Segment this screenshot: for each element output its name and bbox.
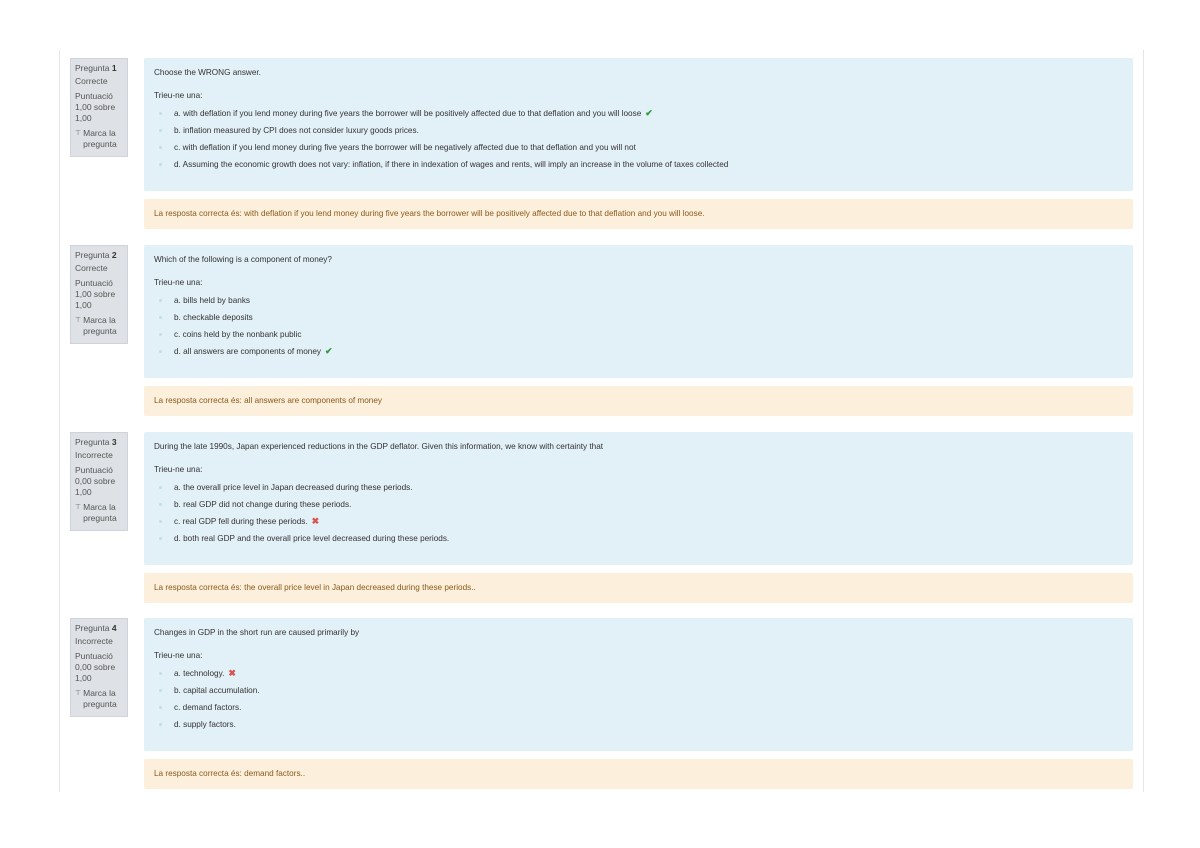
radio-button[interactable] xyxy=(159,672,162,675)
flag-icon: ⊤ xyxy=(75,317,82,324)
radio-button[interactable] xyxy=(159,723,162,726)
question-state: Correcte xyxy=(75,76,108,86)
answer-option[interactable] xyxy=(154,105,1123,122)
question-info xyxy=(70,432,128,531)
option-text: c. real GDP fell during these periods. xyxy=(174,517,308,526)
flag-question-link[interactable] xyxy=(75,128,127,150)
question-number: 3 xyxy=(111,437,117,447)
answer-option[interactable] xyxy=(154,139,1123,156)
question-grade: Puntuació 1,00 sobre 1,00 xyxy=(75,278,116,310)
radio-button[interactable] xyxy=(159,112,162,115)
option-text: a. bills held by banks xyxy=(174,296,251,305)
right-answer-feedback: La resposta correcta és: demand factors.. xyxy=(144,759,1133,789)
option-text: a. technology. xyxy=(174,669,225,678)
answer-option[interactable] xyxy=(154,122,1123,139)
question-state: Incorrecte xyxy=(75,450,113,460)
option-text: d. Assuming the economic growth does not vary: inflation, if there in indexation of wages and rents, will imply an increase in the volume of taxes collected xyxy=(174,160,729,169)
radio-button[interactable] xyxy=(159,299,162,302)
question-info xyxy=(70,618,128,717)
flag-icon: ⊤ xyxy=(75,690,82,697)
question-number: 2 xyxy=(111,250,117,260)
question-state: Incorrecte xyxy=(75,636,113,646)
radio-button[interactable] xyxy=(159,333,162,336)
answer-option[interactable] xyxy=(154,326,1123,343)
flag-question-link[interactable] xyxy=(75,502,127,524)
flag-label: Marca la pregunta xyxy=(83,688,117,709)
flag-icon: ⊤ xyxy=(75,130,82,137)
question-state: Correcte xyxy=(75,263,108,273)
question-number: 1 xyxy=(111,63,117,73)
question-text: Changes in GDP in the short run are caused primarily by xyxy=(154,628,360,637)
answer-option[interactable] xyxy=(154,716,1123,733)
right-answer-feedback: La resposta correcta és: the overall price level in Japan decreased during these periods.. xyxy=(144,573,1133,603)
answer-option[interactable] xyxy=(154,682,1123,699)
answer-option[interactable] xyxy=(154,343,1123,360)
option-text: b. real GDP did not change during these periods. xyxy=(174,500,352,509)
option-text: b. inflation measured by CPI does not consider luxury goods prices. xyxy=(174,126,419,135)
quiz-review-page xyxy=(59,50,1144,792)
question-formulation xyxy=(144,432,1133,565)
radio-button[interactable] xyxy=(159,486,162,489)
radio-button[interactable] xyxy=(159,316,162,319)
answer-prompt: Trieu-ne una: xyxy=(154,465,203,474)
radio-button[interactable] xyxy=(159,146,162,149)
radio-button[interactable] xyxy=(159,689,162,692)
answer-option[interactable] xyxy=(154,309,1123,326)
question-info xyxy=(70,58,128,157)
option-text: b. capital accumulation. xyxy=(174,686,260,695)
option-text: c. demand factors. xyxy=(174,703,242,712)
question-text: Which of the following is a component of money? xyxy=(154,255,332,264)
answer-option[interactable] xyxy=(154,530,1123,547)
radio-button[interactable] xyxy=(159,163,162,166)
question-number: 4 xyxy=(111,623,117,633)
question-label: Pregunta xyxy=(75,63,110,73)
answer-option[interactable] xyxy=(154,665,1123,682)
flag-question-link[interactable] xyxy=(75,688,127,710)
answer-prompt: Trieu-ne una: xyxy=(154,91,203,100)
answer-list xyxy=(154,292,1123,360)
question-grade: Puntuació 0,00 sobre 1,00 xyxy=(75,465,116,497)
option-text: a. with deflation if you lend money during five years the borrower will be positively affected due to that deflation and you will loose xyxy=(174,109,642,118)
option-text: c. with deflation if you lend money during five years the borrower will be negatively affected due to that deflation and you will not xyxy=(174,143,636,152)
answer-option[interactable] xyxy=(154,156,1123,173)
answer-prompt: Trieu-ne una: xyxy=(154,651,203,660)
flag-question-link[interactable] xyxy=(75,315,127,337)
question-label: Pregunta xyxy=(75,250,110,260)
flag-icon: ⊤ xyxy=(75,504,82,511)
question-formulation xyxy=(144,58,1133,191)
option-text: d. all answers are components of money xyxy=(174,347,321,356)
question-label: Pregunta xyxy=(75,623,110,633)
question-grade: Puntuació 0,00 sobre 1,00 xyxy=(75,651,116,683)
option-text: a. the overall price level in Japan decreased during these periods. xyxy=(174,483,413,492)
answer-prompt: Trieu-ne una: xyxy=(154,278,203,287)
radio-button[interactable] xyxy=(159,350,162,353)
right-answer-feedback: La resposta correcta és: all answers are components of money xyxy=(144,386,1133,416)
answer-list xyxy=(154,105,1123,173)
answer-option[interactable] xyxy=(154,292,1123,309)
answer-list xyxy=(154,665,1123,733)
option-text: c. coins held by the nonbank public xyxy=(174,330,302,339)
answer-option[interactable] xyxy=(154,479,1123,496)
option-text: b. checkable deposits xyxy=(174,313,253,322)
question-info xyxy=(70,245,128,344)
radio-button[interactable] xyxy=(159,503,162,506)
incorrect-cross-icon: ✖ xyxy=(311,516,320,526)
radio-button[interactable] xyxy=(159,520,162,523)
flag-label: Marca la pregunta xyxy=(83,502,117,523)
correct-check-icon: ✔ xyxy=(645,108,653,118)
option-text: d. both real GDP and the overall price level decreased during these periods. xyxy=(174,534,450,543)
answer-list xyxy=(154,479,1123,547)
question-formulation xyxy=(144,245,1133,378)
radio-button[interactable] xyxy=(159,706,162,709)
question-formulation xyxy=(144,618,1133,751)
radio-button[interactable] xyxy=(159,537,162,540)
incorrect-cross-icon: ✖ xyxy=(228,668,236,678)
option-text: d. supply factors. xyxy=(174,720,236,729)
flag-label: Marca la pregunta xyxy=(83,315,117,336)
right-answer-feedback: La resposta correcta és: with deflation if you lend money during five years the borrower will be positively affected due to that deflation and you will loose. xyxy=(144,199,1133,229)
question-label: Pregunta xyxy=(75,437,110,447)
answer-option[interactable] xyxy=(154,513,1123,530)
correct-check-icon: ✔ xyxy=(325,346,333,356)
answer-option[interactable] xyxy=(154,496,1123,513)
question-text: Choose the WRONG answer. xyxy=(154,68,261,77)
question-grade: Puntuació 1,00 sobre 1,00 xyxy=(75,91,116,123)
answer-option[interactable] xyxy=(154,699,1123,716)
radio-button[interactable] xyxy=(159,129,162,132)
question-text: During the late 1990s, Japan experienced reductions in the GDP deflator. Given this information, we know with certainty that xyxy=(154,442,604,451)
flag-label: Marca la pregunta xyxy=(83,128,117,149)
